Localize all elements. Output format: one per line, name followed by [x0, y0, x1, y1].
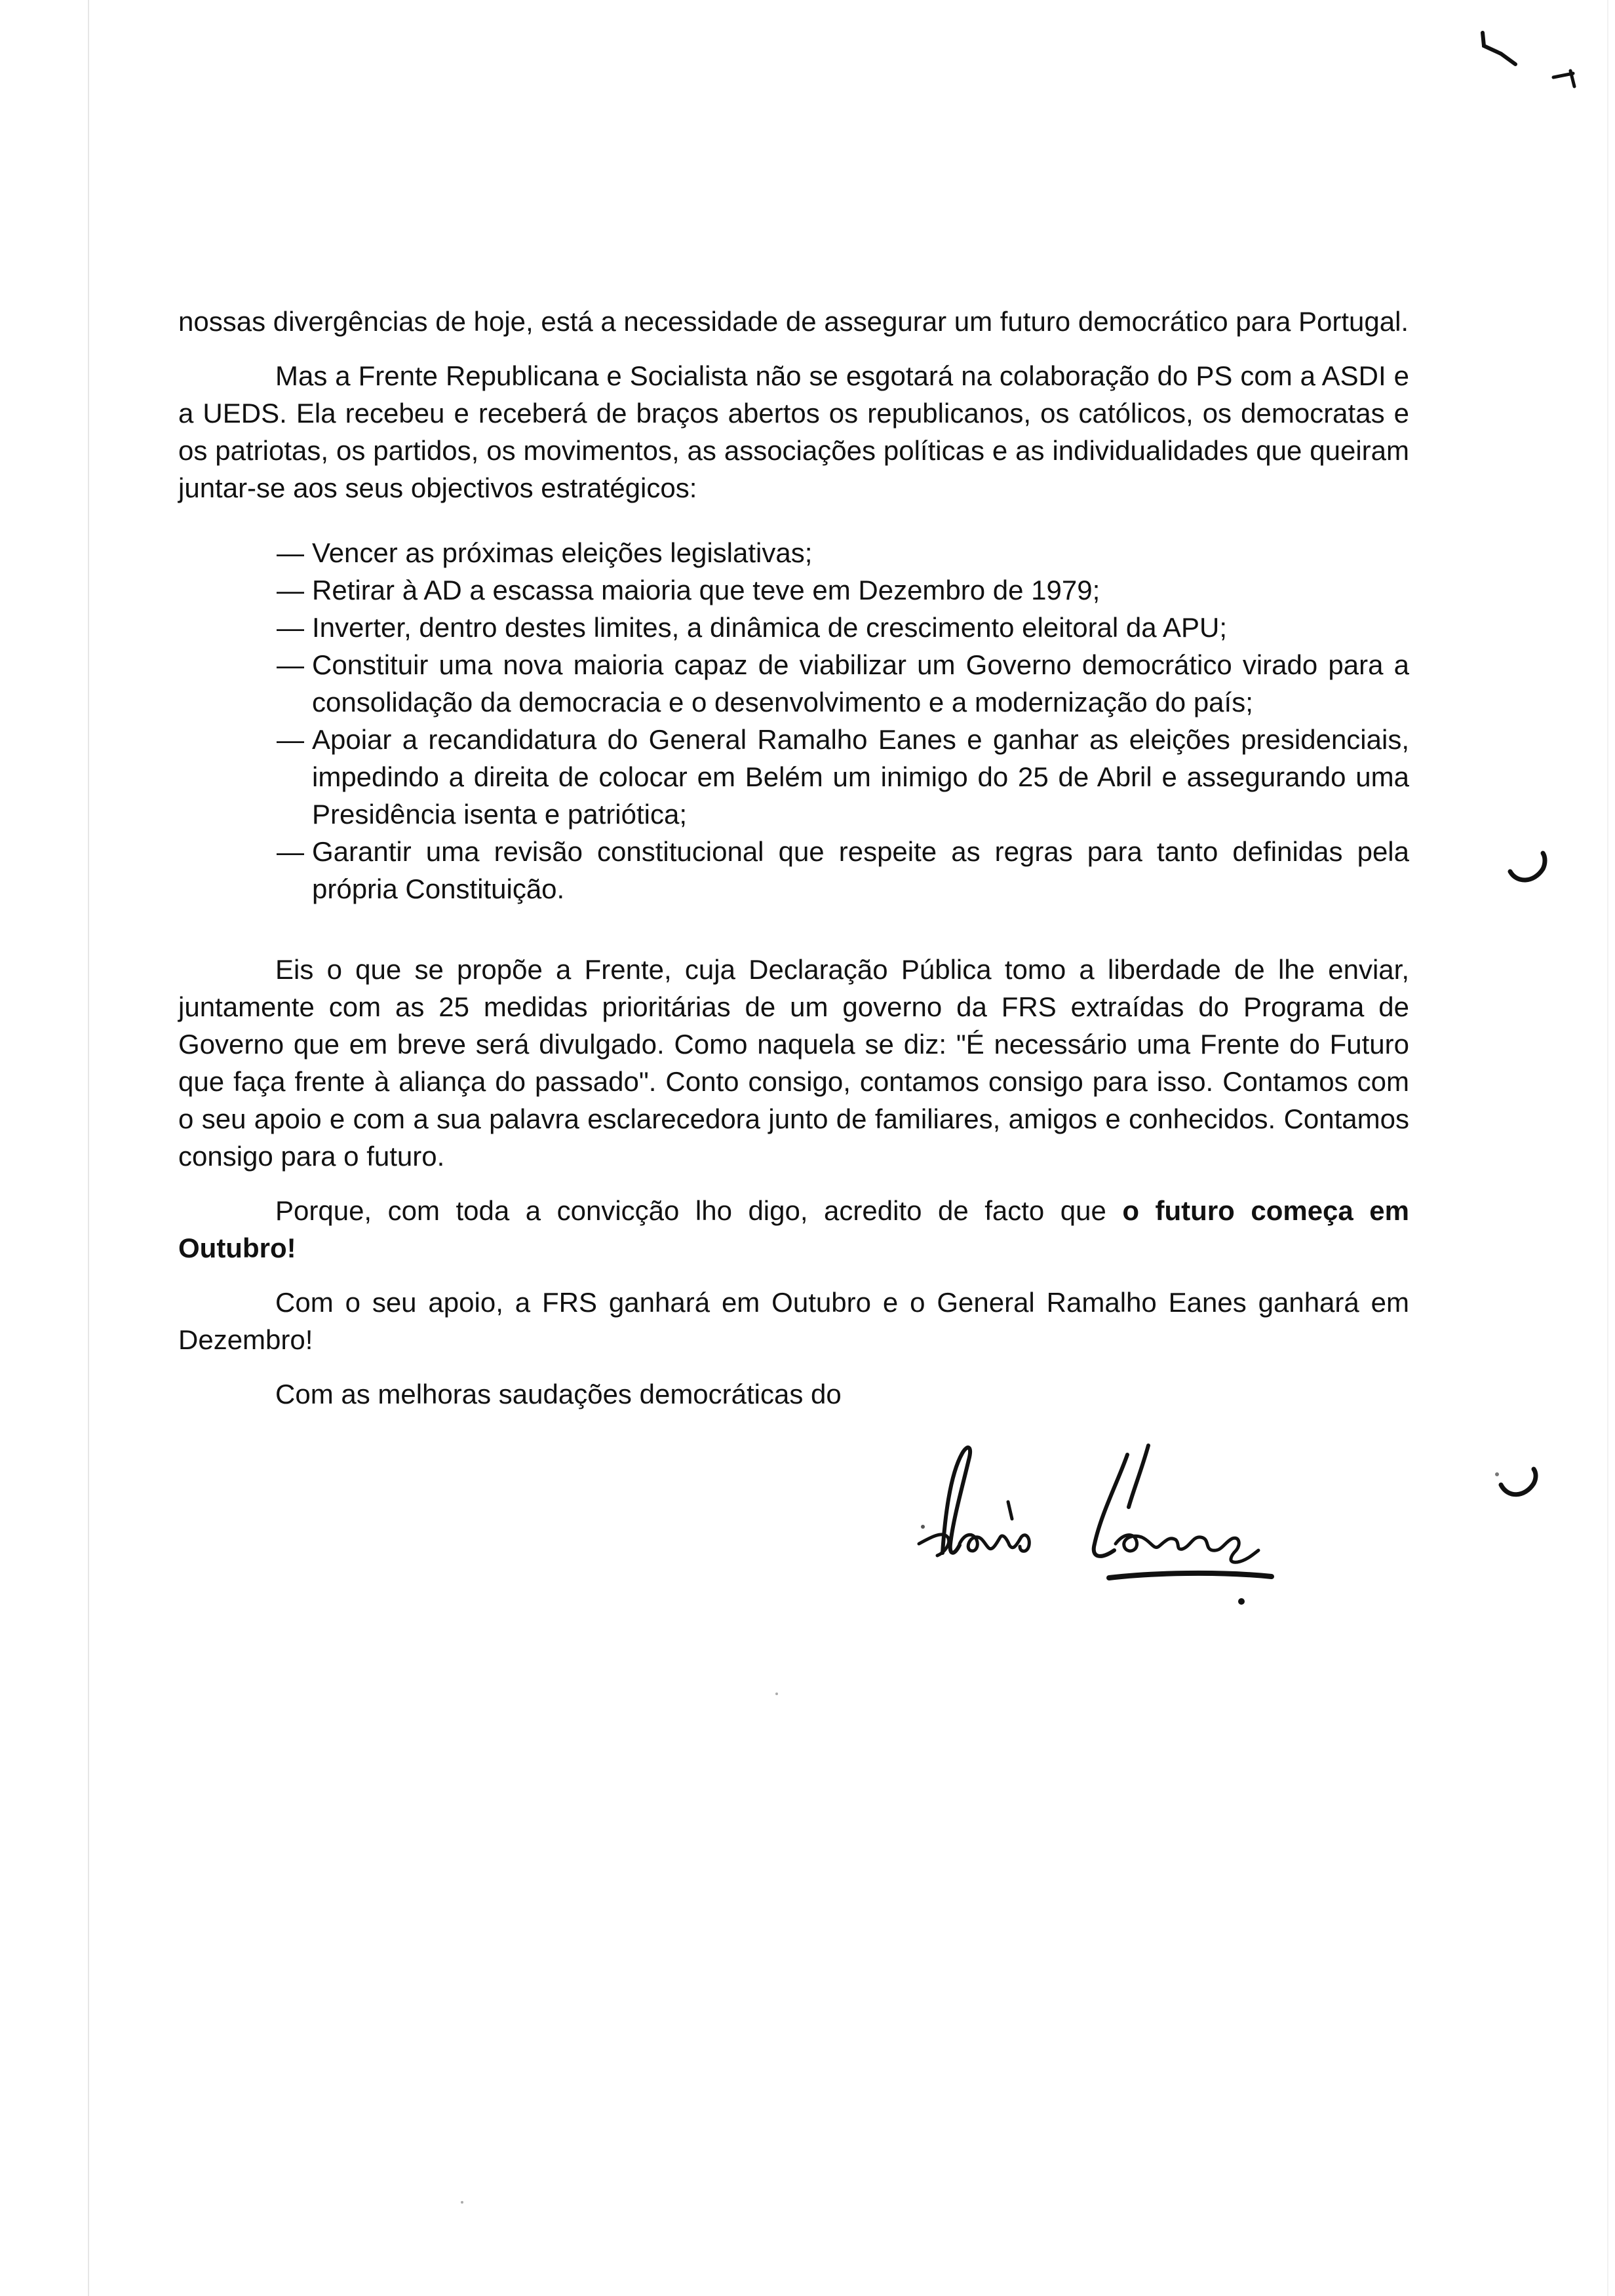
- list-item: [277, 833, 1409, 908]
- list-item-text: Retirar à AD a escassa maioria que teve em Dezembro de 1979;: [312, 575, 1100, 605]
- list-item-text: Constituir uma nova maioria capaz de viabilizar um Governo democrático virado para a consolidação da democracia e o desenvolvimento e a modernização do país;: [312, 649, 1409, 718]
- list-dash: —: [277, 649, 304, 680]
- letter-body: [178, 303, 1409, 1413]
- objectives-list: [277, 534, 1409, 908]
- paper-speck: [459, 2199, 465, 2206]
- futuro-lead-text: Porque, com toda a convicção lho digo, acredito de facto que: [275, 1195, 1123, 1226]
- margin-arc-mark: [1505, 849, 1551, 889]
- list-dash: —: [277, 537, 304, 568]
- closing-salutation: Com as melhoras saudações democráticas do: [275, 1379, 842, 1409]
- opening-paragraph: nossas divergências de hoje, está a necessidade de assegurar um futuro democrático para Portugal.: [178, 306, 1409, 337]
- corner-pen-mark: [1475, 20, 1586, 92]
- list-dash: —: [277, 575, 304, 605]
- margin-arc-mark: [1492, 1465, 1544, 1507]
- list-dash: —: [277, 836, 304, 867]
- paragraph-futuro-outubro: [178, 1192, 1409, 1267]
- paragraph-frente-republicana: Mas a Frente Republicana e Socialista não se esgotará na colaboração do PS com a ASDI e a UEDS. Ela recebeu e receberá de braços abertos os republicanos, os católicos, os democratas e os patriotas, os partidos, os movimentos, as associações políticas e as individualidades que queiram juntar-se aos seus objectivos estratégicos:: [178, 360, 1409, 503]
- list-item: [277, 646, 1409, 721]
- list-dash: —: [277, 724, 304, 755]
- paragraph-declaracao-publica: Eis o que se propõe a Frente, cuja Declaração Pública tomo a liberdade de lhe enviar, juntamente com as 25 medidas prioritárias de um governo da FRS extraídas do Programa de Governo que em breve será divulgado. Como naquela se diz: "É necessário uma Frente do Futuro que faça frente à aliança do passado". Conto consigo, contamos consigo para isso. Contamos com o seu apoio e com a sua palavra esclarecedora junto de familiares, amigos e conhecidos. Contamos consigo para o futuro.: [178, 954, 1409, 1172]
- list-item-text: Garantir uma revisão constitucional que respeite as regras para tanto definidas pela própria Constituição.: [312, 836, 1409, 904]
- paper-speck: [773, 1691, 780, 1697]
- list-item: [277, 534, 1409, 571]
- list-item: [277, 721, 1409, 833]
- list-item-text: Vencer as próximas eleições legislativas;: [312, 537, 813, 568]
- handwritten-signature: [905, 1415, 1324, 1625]
- page-right-edge: [1607, 0, 1608, 2296]
- list-item-text: Apoiar a recandidatura do General Ramalho Eanes e ganhar as eleições presidenciais, impedindo a direita de colocar em Belém um inimigo do 25 de Abril e assegurando uma Presidência isenta e patriótica;: [312, 724, 1409, 830]
- paragraph-outubro-dezembro: Com o seu apoio, a FRS ganhará em Outubro e o General Ramalho Eanes ganhará em Dezembro!: [178, 1287, 1409, 1355]
- list-item-text: Inverter, dentro destes limites, a dinâmica de crescimento eleitoral da APU;: [312, 612, 1228, 643]
- list-dash: —: [277, 612, 304, 643]
- list-item: [277, 571, 1409, 609]
- page-left-edge: [88, 0, 89, 2296]
- list-item: [277, 609, 1409, 646]
- futuro-emphasis-text: o futuro começa em Outubro!: [178, 1195, 1409, 1263]
